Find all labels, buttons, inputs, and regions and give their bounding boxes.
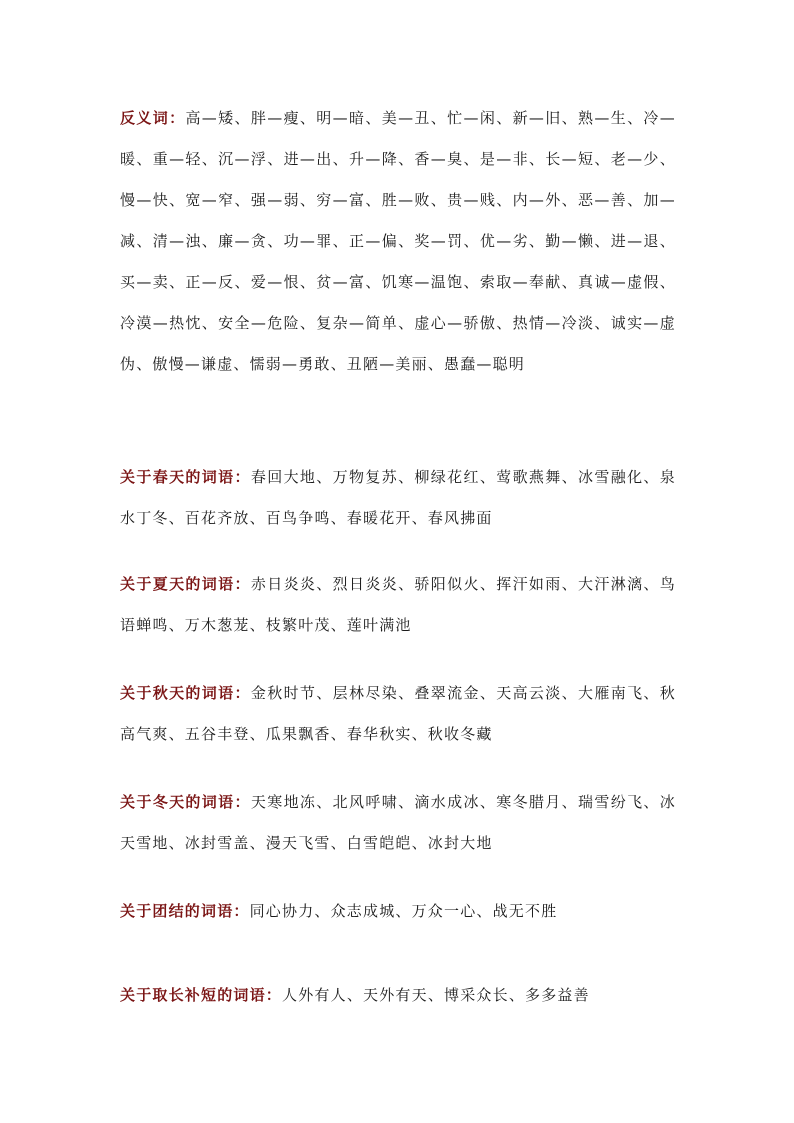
section-label: 关于春天的词语： [120, 468, 251, 486]
spring-words-section [120, 457, 676, 539]
section-label: 关于冬天的词语： [120, 793, 251, 811]
section-label: 关于夏天的词语： [120, 575, 251, 593]
section-content: 同心协力、众志成城、万众一心、战无不胜 [249, 902, 558, 920]
unity-words-section [120, 891, 676, 932]
section-content: 春回大地、万物复苏、柳绿花红、莺歌燕舞、冰雪融化、泉水丁冬、百花齐放、百鸟争鸣、春暖花开、春风拂面 [120, 468, 676, 527]
section-label: 关于团结的词语： [120, 902, 250, 920]
strengths-words-section [120, 975, 676, 1016]
section-label: 关于秋天的词语： [120, 684, 251, 702]
summer-words-section [120, 564, 676, 646]
section-label: 关于取长补短的词语： [120, 986, 283, 1004]
section-content: 赤日炎炎、烈日炎炎、骄阳似火、挥汗如雨、大汗淋漓、鸟语蝉鸣、万木葱茏、枝繁叶茂、莲叶满池 [120, 575, 676, 634]
section-label: 反义词： [120, 109, 186, 127]
section-content: 金秋时节、层林尽染、叠翠流金、天高云淡、大雁南飞、秋高气爽、五谷丰登、瓜果飘香、春华秋实、秋收冬藏 [120, 684, 676, 743]
autumn-words-section [120, 673, 676, 755]
section-content: 高—矮、胖—瘦、明—暗、美—丑、忙—闲、新—旧、熟—生、冷—暖、重—轻、沉—浮、进—出、升—降、香—臭、是—非、长—短、老—少、慢—快、宽—窄、强—弱、穷—富、胜—败、贵—贱、内—外、恶—善、加—减、清—浊、廉—贪、功—罪、正—偏、奖—罚、优—劣、勤—懒、进—退、买—卖、正—反、爱—恨、贫—富、饥寒—温饱、索取—奉献、真诚—虚假、冷漠—热忱、安全—危险、复杂—简单、虚心—骄傲、热情—冷淡、诚实—虚伪、傲慢—谦虚、懦弱—勇敢、丑陋—美丽、愚蠢—聪明 [120, 109, 676, 373]
section-content: 人外有人、天外有天、博采众长、多多益善 [282, 986, 590, 1004]
antonyms-section [120, 98, 676, 385]
section-content: 天寒地冻、北风呼啸、滴水成冰、寒冬腊月、瑞雪纷飞、冰天雪地、冰封雪盖、漫天飞雪、白雪皑皑、冰封大地 [120, 793, 676, 852]
winter-words-section [120, 782, 676, 864]
